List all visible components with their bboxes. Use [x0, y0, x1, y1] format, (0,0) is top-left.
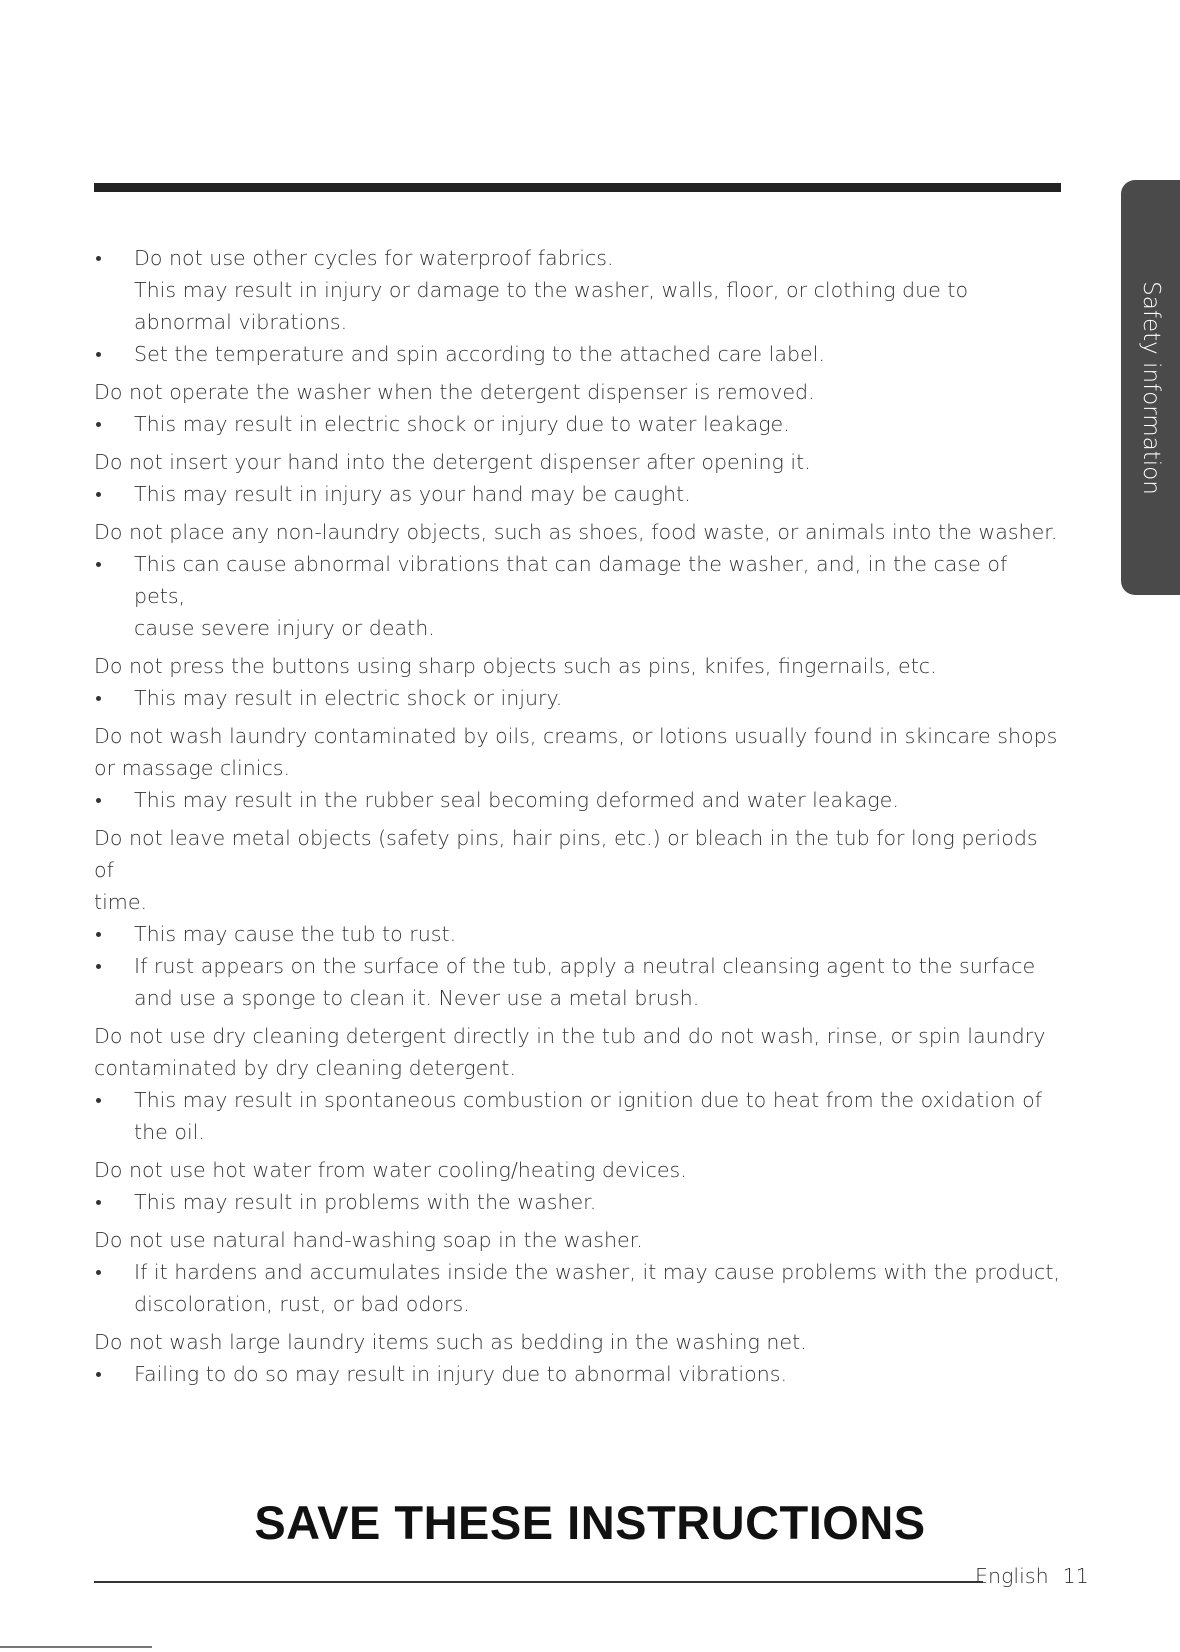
safety-block [94, 516, 1064, 644]
safety-bullet-continuation: This may result in injury or damage to the washer, walls, floor, or clothing due to [134, 278, 969, 302]
safety-bullet: Set the temperature and spin according to the attached care label. [94, 338, 1064, 370]
safety-bullet: This can cause abnormal vibrations that can damage the washer, and, in the case of pets, [94, 548, 1064, 612]
safety-list [94, 242, 1064, 1396]
safety-block [94, 822, 1064, 1014]
safety-bullet: This may result in problems with the washer. [94, 1186, 1064, 1218]
safety-block [94, 1224, 1064, 1320]
safety-bullet: If it hardens and accumulates inside the washer, it may cause problems with the product, [94, 1256, 1064, 1288]
safety-bullet: This may result in the rubber seal becoming deformed and water leakage. [94, 784, 1064, 816]
safety-bullet: Failing to do so may result in injury due to abnormal vibrations. [94, 1358, 1064, 1390]
safety-heading: contaminated by dry cleaning detergent. [94, 1056, 516, 1080]
safety-heading: Do not operate the washer when the detergent dispenser is removed. [94, 380, 815, 404]
top-rule [94, 183, 1061, 192]
footer-language: English [975, 1564, 1049, 1588]
save-instructions-title: SAVE THESE INSTRUCTIONS [254, 1496, 926, 1549]
safety-bullet: Do not use other cycles for waterproof fabrics. [94, 242, 1064, 274]
safety-bullet-continuation: cause severe injury or death. [134, 616, 435, 640]
safety-heading: Do not wash laundry contaminated by oils, creams, or lotions usually found in skincare shops [94, 724, 1058, 748]
safety-heading: Do not use hot water from water cooling/heating devices. [94, 1158, 687, 1182]
safety-heading: Do not insert your hand into the detergent dispenser after opening it. [94, 450, 811, 474]
page-footer [975, 1564, 1089, 1588]
safety-bullet: This may result in electric shock or injury due to water leakage. [94, 408, 1064, 440]
safety-bullet: This may result in electric shock or injury. [94, 682, 1064, 714]
section-tab[interactable] [1121, 180, 1180, 595]
safety-block [94, 1020, 1064, 1148]
bottom-rule [94, 1581, 983, 1583]
safety-bullet-continuation: abnormal vibrations. [134, 310, 348, 334]
safety-heading: Do not use natural hand-washing soap in the washer. [94, 1228, 643, 1252]
safety-block [94, 376, 1064, 440]
safety-heading: Do not press the buttons using sharp objects such as pins, knifes, fingernails, etc. [94, 654, 937, 678]
safety-bullet-continuation: discoloration, rust, or bad odors. [134, 1292, 470, 1316]
safety-block [94, 242, 1064, 370]
page-number: 11 [1062, 1564, 1089, 1588]
safety-bullet: This may result in injury as your hand may be caught. [94, 478, 1064, 510]
safety-heading: time. [94, 890, 148, 914]
safety-block [94, 446, 1064, 510]
safety-heading: Do not place any non-laundry objects, such as shoes, food waste, or animals into the washer. [94, 520, 1058, 544]
section-tab-label: Safety information [1137, 280, 1164, 495]
safety-heading: Do not wash large laundry items such as bedding in the washing net. [94, 1330, 807, 1354]
safety-heading: or massage clinics. [94, 756, 291, 780]
scan-mark [0, 1646, 152, 1648]
safety-bullet-continuation: and use a sponge to clean it. Never use a metal brush. [134, 986, 700, 1010]
safety-bullet: This may cause the tub to rust. [94, 918, 1064, 950]
safety-heading: Do not leave metal objects (safety pins, hair pins, etc.) or bleach in the tub for long periods of [94, 826, 1038, 882]
safety-block [94, 650, 1064, 714]
safety-block [94, 1326, 1064, 1390]
safety-bullet: This may result in spontaneous combustion or ignition due to heat from the oxidation of [94, 1084, 1064, 1116]
safety-block [94, 720, 1064, 816]
safety-bullet-continuation: the oil. [134, 1120, 205, 1144]
safety-bullet: If rust appears on the surface of the tub, apply a neutral cleansing agent to the surface [94, 950, 1064, 982]
safety-heading: Do not use dry cleaning detergent directly in the tub and do not wash, rinse, or spin laundry [94, 1024, 1046, 1048]
safety-block [94, 1154, 1064, 1218]
